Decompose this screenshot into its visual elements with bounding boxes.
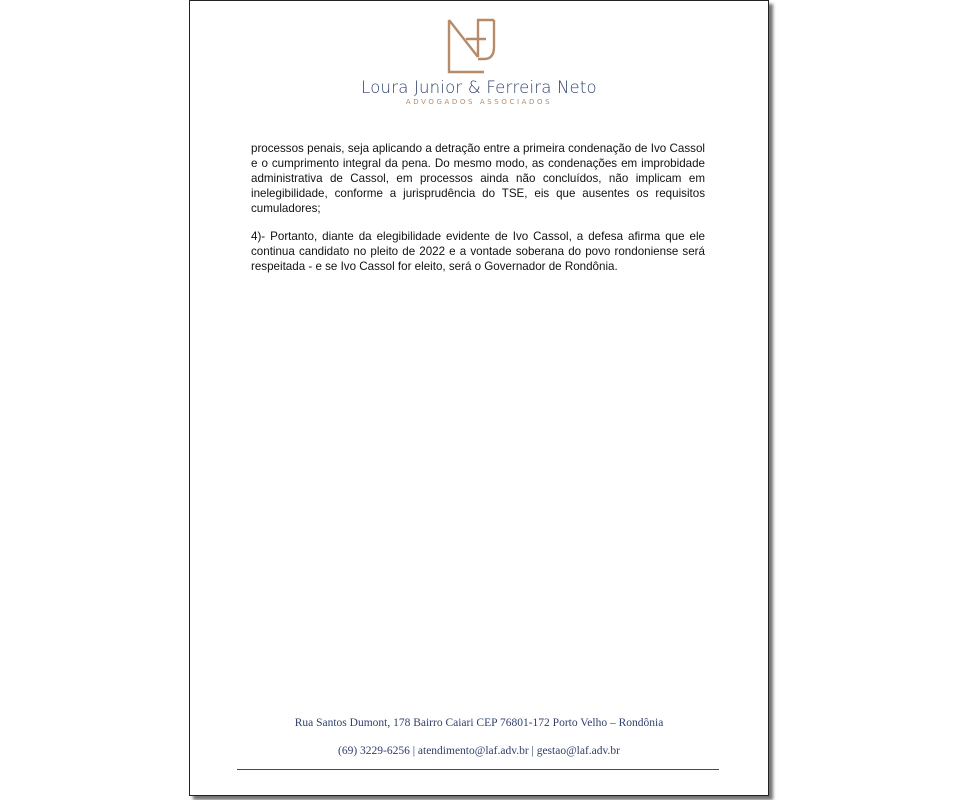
lfn-monogram-icon bbox=[446, 17, 506, 75]
footer-address: Rua Santos Dumont, 178 Bairro Caiari CEP 76801-172 Porto Velho – Rondônia bbox=[294, 717, 664, 729]
firm-subtitle: ADVOGADOS ASSOCIADOS bbox=[405, 98, 553, 106]
body-paragraph: processos penais, seja aplicando a detração entre a primeira condenação de Ivo Cassol e o cumprimento integral da pena. Do mesmo modo, as condenações em improbidade administrativa de Cassol, em processos ainda não concluídos, não implicam em inelegibilidade, conforme a jurisprudência do TSE, eis que ausentes os requisitos cumuladores; bbox=[251, 142, 705, 215]
footer-divider bbox=[237, 769, 719, 770]
footer-contact: (69) 3229-6256 | atendimento@laf.adv.br | gestao@laf.adv.br bbox=[337, 745, 620, 757]
document-body bbox=[251, 141, 705, 287]
document-page bbox=[189, 0, 769, 796]
firm-name: Loura Junior & Ferreira Neto bbox=[361, 78, 597, 97]
body-paragraph: 4)- Portanto, diante da elegibilidade evidente de Ivo Cassol, a defesa afirma que ele continua candidato no pleito de 2022 e a vontade soberana do povo rondoniense será respeitada - e se Ivo Cassol for eleito, será o Governador de Rondônia. bbox=[251, 230, 705, 273]
